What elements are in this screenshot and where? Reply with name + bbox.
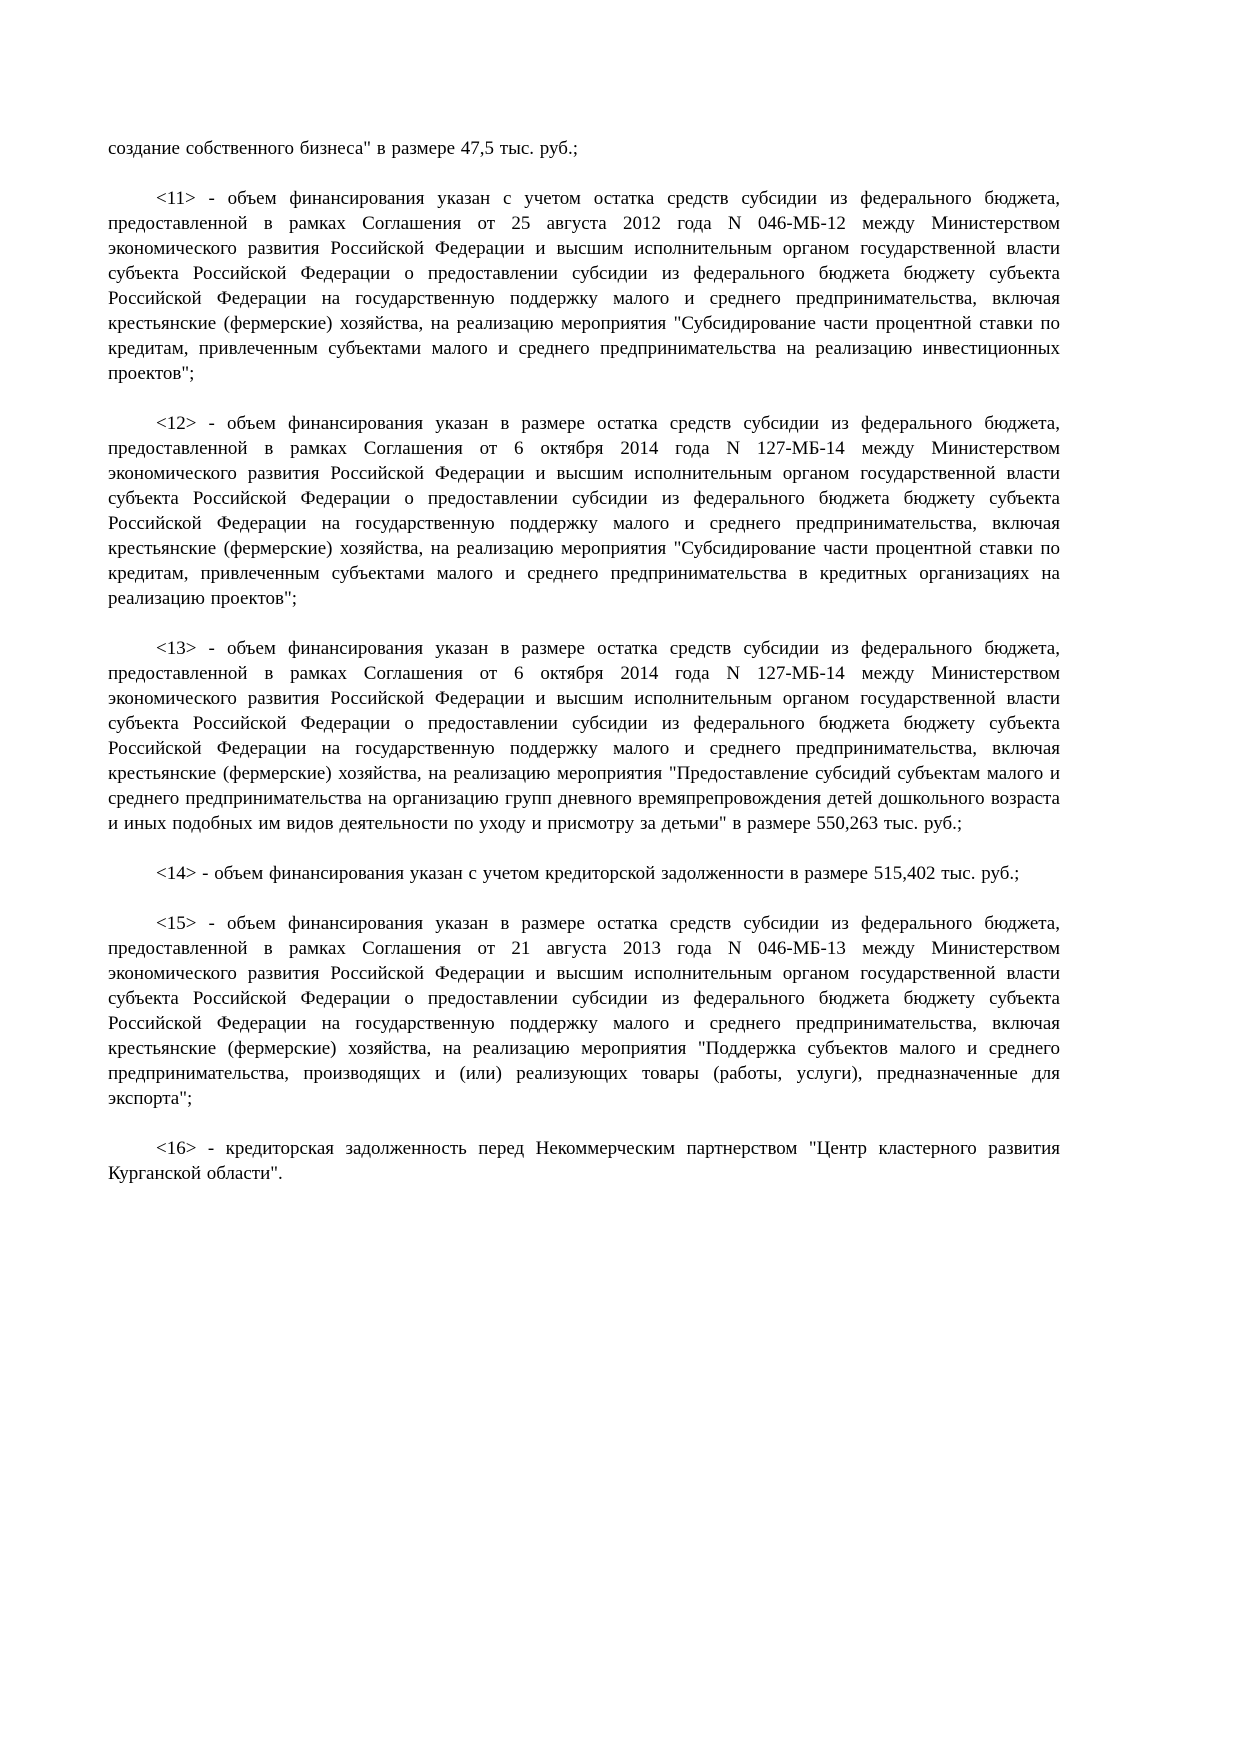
footnote-paragraph-15: <15> - объем финансирования указан в размере остатка средств субсидии из федерального бюджета, предоставленной в рамках Соглашения от 21 августа 2013 года N 046-МБ-13 между Министерством экономического развития Российской Федерации и высшим исполнительным органом государственной власти субъекта Российской Федерации о предоставлении субсидии из федерального бюджета бюджету субъекта Российской Федерации на государственную поддержку малого и среднего предпринимательства, включая крестьянские (фермерские) хозяйства, на реализацию мероприятия "Поддержка субъектов малого и среднего предпринимательства, производящих и (или) реализующих товары (работы, услуги), предназначенные для экспорта";: [108, 913, 1060, 1109]
paragraph-continuation: создание собственного бизнеса" в размере 47,5 тыс. руб.;: [108, 138, 578, 159]
footnote-paragraph-13: <13> - объем финансирования указан в размере остатка средств субсидии из федерального бюджета, предоставленной в рамках Соглашения от 6 октября 2014 года N 127-МБ-14 между Министерством экономического развития Российской Федерации и высшим исполнительным органом государственной власти субъекта Российской Федерации о предоставлении субсидии из федерального бюджета бюджету субъекта Российской Федерации на государственную поддержку малого и среднего предпринимательства, включая крестьянские (фермерские) хозяйства, на реализацию мероприятия "Предоставление субсидий субъектам малого и среднего предпринимательства на организацию групп дневного времяпрепровождения детей дошкольного возраста и иных подобных им видов деятельности по уходу и присмотру за детьми" в размере 550,263 тыс. руб.;: [108, 638, 1060, 834]
footnote-paragraph-14: <14> - объем финансирования указан с учетом кредиторской задолженности в размере 515,402 тыс. руб.;: [156, 863, 1020, 884]
footnote-paragraph-16: <16> - кредиторская задолженность перед Некоммерческим партнерством "Центр кластерного развития Курганской области".: [108, 1138, 1060, 1184]
footnote-paragraph-12: <12> - объем финансирования указан в размере остатка средств субсидии из федерального бюджета, предоставленной в рамках Соглашения от 6 октября 2014 года N 127-МБ-14 между Министерством экономического развития Российской Федерации и высшим исполнительным органом государственной власти субъекта Российской Федерации о предоставлении субсидии из федерального бюджета бюджету субъекта Российской Федерации на государственную поддержку малого и среднего предпринимательства, включая крестьянские (фермерские) хозяйства, на реализацию мероприятия "Субсидирование части процентной ставки по кредитам, привлеченным субъектами малого и среднего предпринимательства в кредитных организациях на реализацию проектов";: [108, 413, 1060, 609]
footnote-paragraph-11: <11> - объем финансирования указан с учетом остатка средств субсидии из федерального бюджета, предоставленной в рамках Соглашения от 25 августа 2012 года N 046-МБ-12 между Министерством экономического развития Российской Федерации и высшим исполнительным органом государственной власти субъекта Российской Федерации о предоставлении субсидии из федерального бюджета бюджету субъекта Российской Федерации на государственную поддержку малого и среднего предпринимательства, включая крестьянские (фермерские) хозяйства, на реализацию мероприятия "Субсидирование части процентной ставки по кредитам, привлеченным субъектами малого и среднего предпринимательства на реализацию инвестиционных проектов";: [108, 188, 1060, 384]
